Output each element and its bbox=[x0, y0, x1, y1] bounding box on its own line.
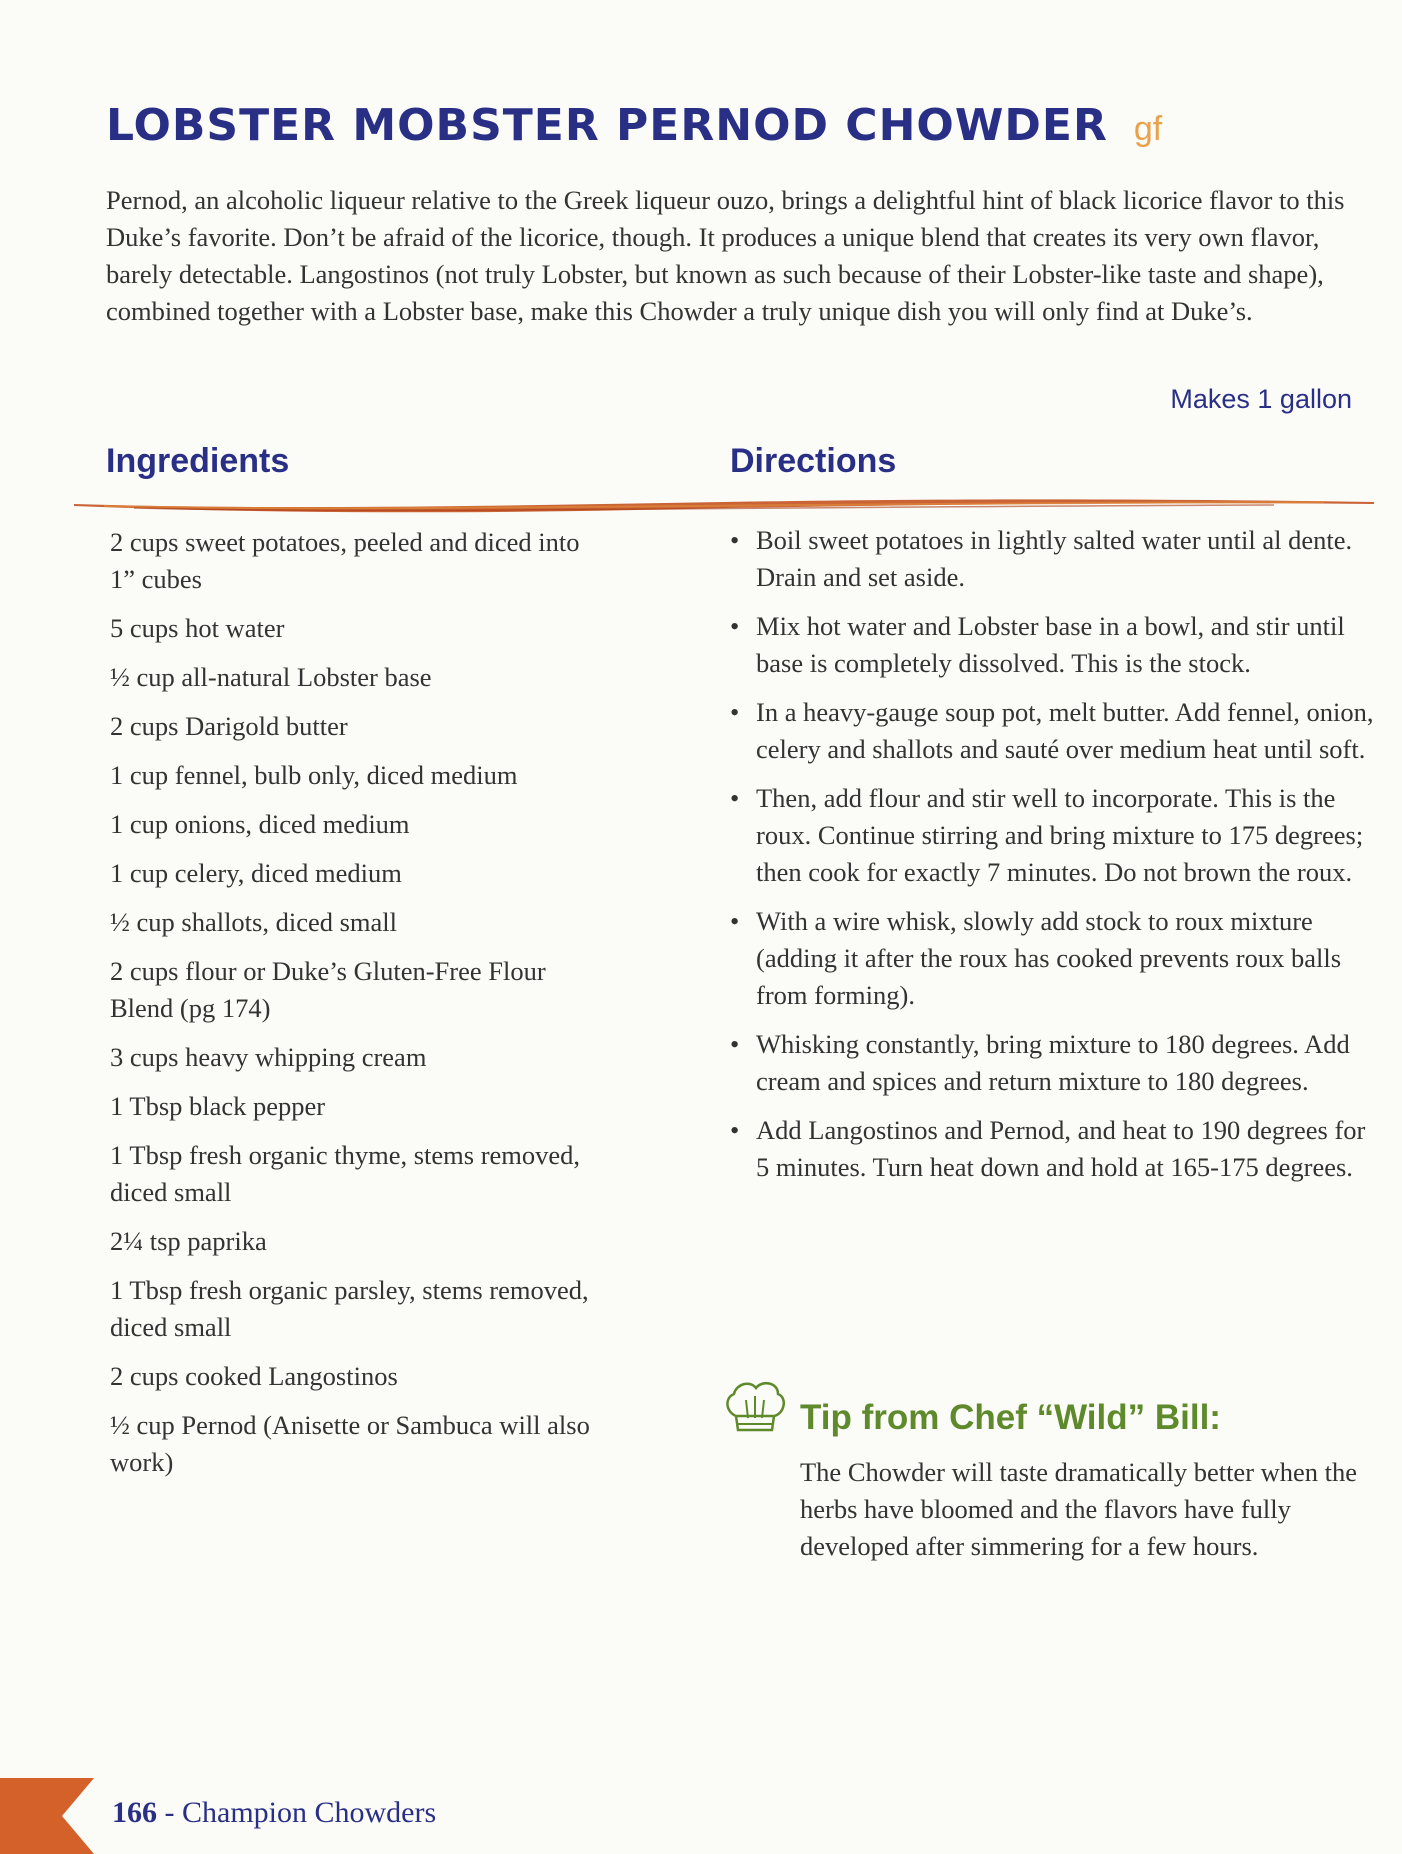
directions-heading: Directions bbox=[730, 442, 897, 480]
bullet-icon: • bbox=[730, 697, 740, 727]
ingredient-item: 1 Tbsp black pepper bbox=[110, 1091, 326, 1121]
direction-step bbox=[726, 694, 1376, 768]
directions-list bbox=[726, 522, 1376, 1198]
footer-separator: - bbox=[157, 1796, 182, 1829]
ingredient-item: 1 cup onions, diced medium bbox=[110, 809, 410, 839]
ingredient-item: 5 cups hot water bbox=[110, 613, 285, 643]
ingredient-item: 1 Tbsp fresh organic parsley, stems removed, diced small bbox=[110, 1275, 589, 1342]
page-footer bbox=[112, 1796, 436, 1830]
ingredient-item: ½ cup all-natural Lobster base bbox=[110, 662, 432, 692]
footer-tab bbox=[0, 1778, 94, 1854]
direction-step bbox=[726, 780, 1376, 891]
direction-step bbox=[726, 522, 1376, 596]
bullet-icon: • bbox=[730, 906, 740, 936]
direction-step bbox=[726, 903, 1376, 1014]
bullet-icon: • bbox=[730, 1115, 740, 1145]
direction-step bbox=[726, 608, 1376, 682]
direction-step-text: Then, add flour and stir well to incorporate. This is the roux. Continue stirring and bring mixture to 175 degrees; then cook for exactly 7 minutes. Do not brown the roux. bbox=[756, 783, 1364, 887]
section-name: Champion Chowders bbox=[182, 1796, 437, 1829]
recipe-title: LOBSTER MOBSTER PERNOD CHOWDER bbox=[106, 100, 1108, 151]
title-row bbox=[106, 100, 1162, 151]
ingredient-item: 1 Tbsp fresh organic thyme, stems removed, diced small bbox=[110, 1140, 581, 1207]
direction-step-text: Mix hot water and Lobster base in a bowl, and stir until base is completely dissolved. This is the stock. bbox=[756, 611, 1345, 678]
bullet-icon: • bbox=[730, 783, 740, 813]
gluten-free-badge: gf bbox=[1133, 110, 1163, 148]
ingredients-heading: Ingredients bbox=[106, 442, 290, 480]
direction-step bbox=[726, 1026, 1376, 1100]
ingredient-item: 2 cups sweet potatoes, peeled and diced into 1” cubes bbox=[110, 527, 580, 594]
ingredient-item: 2 cups flour or Duke’s Gluten-Free Flour Blend (pg 174) bbox=[110, 956, 546, 1023]
ingredient-item: 1 cup fennel, bulb only, diced medium bbox=[110, 760, 518, 790]
direction-step-text: Boil sweet potatoes in lightly salted water until al dente. Drain and set aside. bbox=[756, 525, 1353, 592]
recipe-intro: Pernod, an alcoholic liqueur relative to the Greek liqueur ouzo, brings a delightful hint of black licorice flavor to this Duke’s favorite. Don’t be afraid of the licorice, though. It produces a unique blend that creates its very own flavor, barely detectable. Langostinos (not truly Lobster, but known as such because of their Lobster-like taste and shape), combined together with a Lobster base, make this Chowder a truly unique dish you will only find at Duke’s. bbox=[106, 185, 1345, 326]
tip-text: The Chowder will taste dramatically better when the herbs have bloomed and the flavors have fully developed after simmering for a few hours. bbox=[800, 1457, 1358, 1561]
direction-step-text: With a wire whisk, slowly add stock to roux mixture (adding it after the roux has cooked prevents roux balls from forming). bbox=[756, 906, 1342, 1010]
ingredient-item: 2 cups cooked Langostinos bbox=[110, 1361, 398, 1391]
ingredients-list bbox=[110, 524, 610, 1493]
bullet-icon: • bbox=[730, 1029, 740, 1059]
direction-step bbox=[726, 1112, 1376, 1186]
ingredient-item: 2¼ tsp paprika bbox=[110, 1226, 267, 1256]
brush-stroke-divider bbox=[74, 490, 1374, 518]
ingredient-item: ½ cup shallots, diced small bbox=[110, 907, 398, 937]
ingredient-item: 3 cups heavy whipping cream bbox=[110, 1042, 427, 1072]
ingredient-item: ½ cup Pernod (Anisette or Sambuca will also work) bbox=[110, 1410, 590, 1477]
bullet-icon: • bbox=[730, 525, 740, 555]
ingredient-item: 2 cups Darigold butter bbox=[110, 711, 348, 741]
page-number: 166 bbox=[112, 1796, 157, 1829]
bullet-icon: • bbox=[730, 611, 740, 641]
tip-heading: Tip from Chef “Wild” Bill: bbox=[800, 1398, 1221, 1437]
recipe-yield: Makes 1 gallon bbox=[1170, 384, 1352, 414]
direction-step-text: Whisking constantly, bring mixture to 180 degrees. Add cream and spices and return mixture to 180 degrees. bbox=[756, 1029, 1350, 1096]
direction-step-text: Add Langostinos and Pernod, and heat to 190 degrees for 5 minutes. Turn heat down and hold at 165-175 degrees. bbox=[756, 1115, 1366, 1182]
ingredient-item: 1 cup celery, diced medium bbox=[110, 858, 402, 888]
chef-hat-icon bbox=[722, 1376, 788, 1438]
direction-step-text: In a heavy-gauge soup pot, melt butter. Add fennel, onion, celery and shallots and sauté over medium heat until soft. bbox=[756, 697, 1374, 764]
